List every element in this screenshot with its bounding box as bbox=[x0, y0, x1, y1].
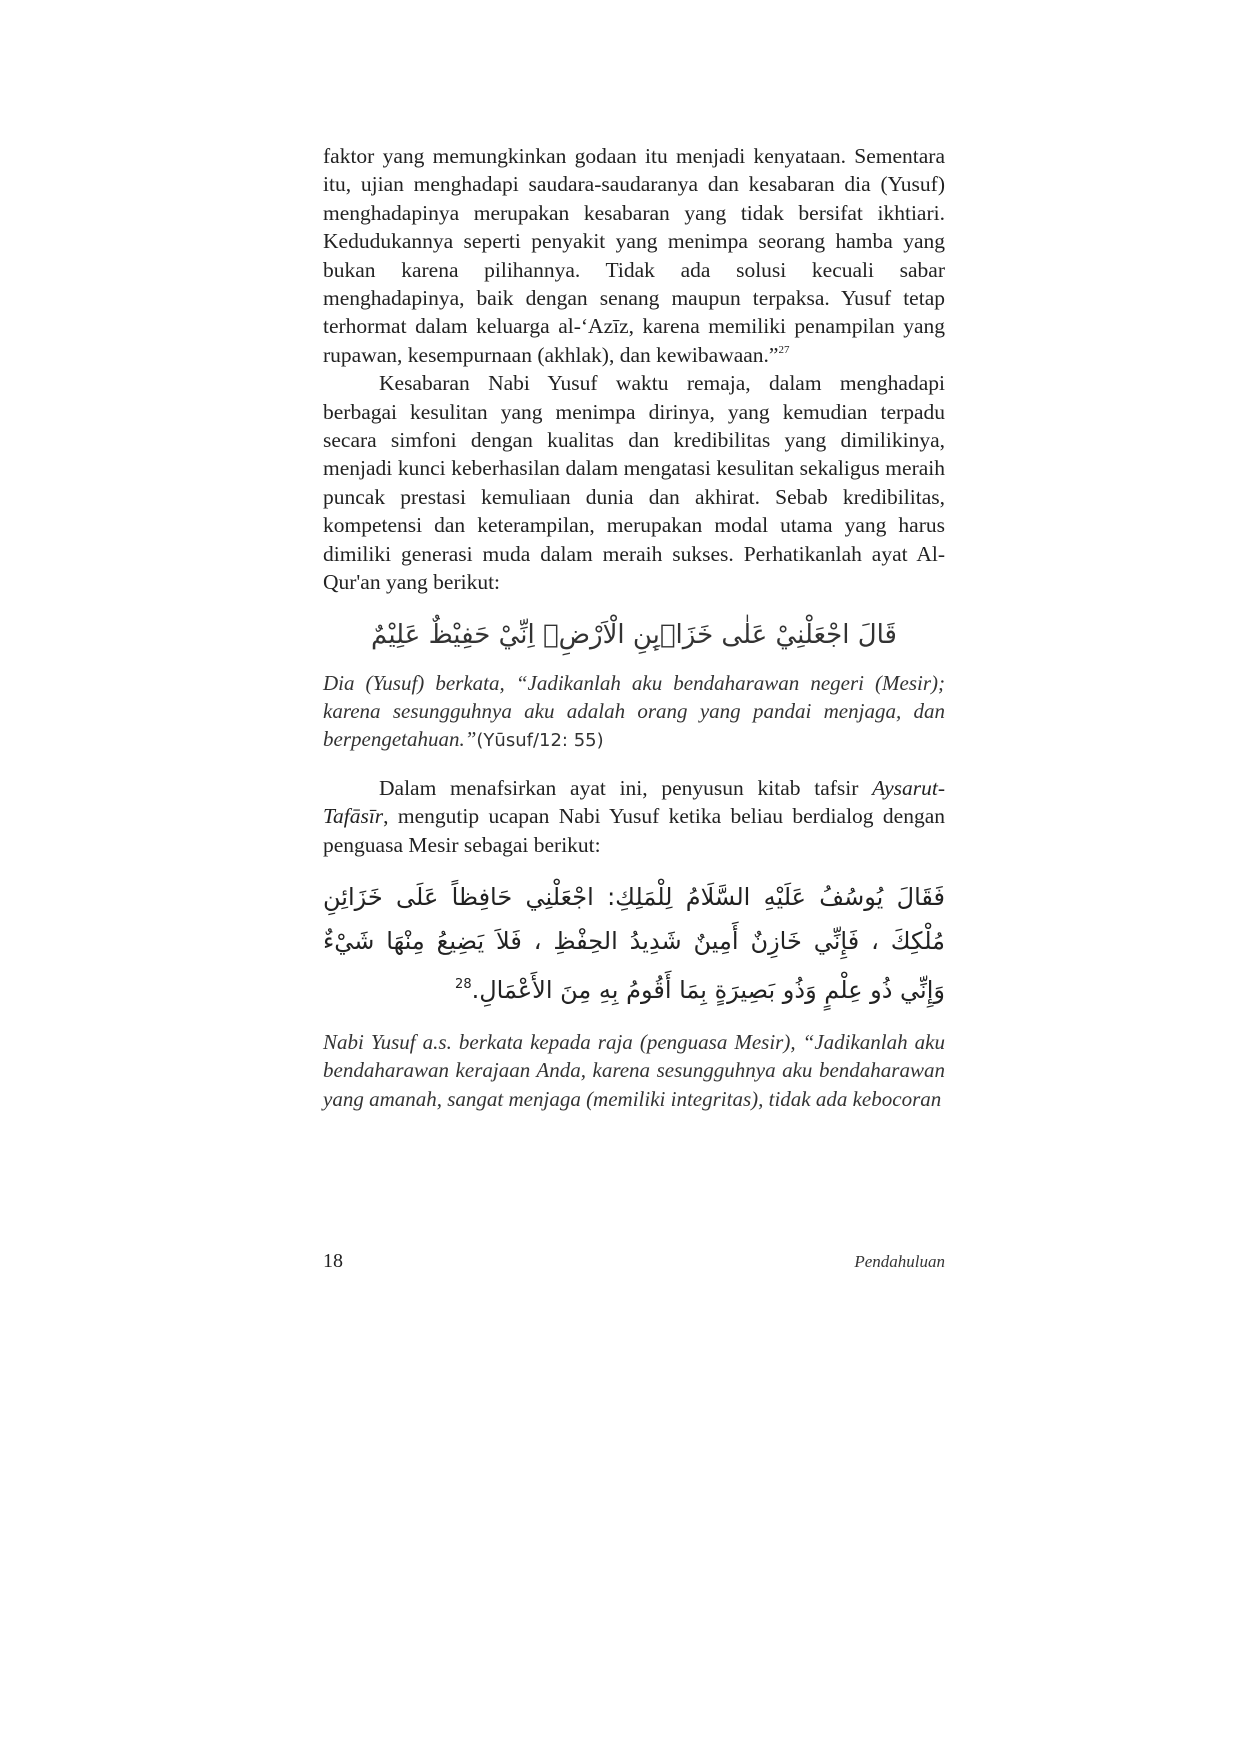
page-number: 18 bbox=[323, 1250, 343, 1272]
footnote-marker-27: 27 bbox=[778, 343, 790, 356]
quote-translation: Nabi Yusuf a.s. berkata kepada raja (penguasa Mesir), “Jadikanlah aku bendaharawan kerajaan Anda, karena sesungguhnya aku bendaharawan yang amanah, sangat menjaga (memiliki integritas), tidak ada kebocoran bbox=[323, 1029, 945, 1111]
running-title: Pendahuluan bbox=[854, 1252, 945, 1271]
paragraph-3 bbox=[323, 774, 945, 859]
footnote-marker-28: 28 bbox=[455, 976, 472, 992]
book-title: Aysarut-Tafāsīr bbox=[323, 775, 945, 829]
paragraph-3-part2: , mengutip ucapan Nabi Yusuf ketika beliau berdialog dengan penguasa Mesir sebagai berikut: bbox=[323, 804, 945, 857]
page-footer bbox=[323, 1250, 945, 1280]
paragraph-1 bbox=[323, 142, 945, 369]
paragraph-3-part1: Dalam menafsirkan ayat ini, penyusun kitab tafsir bbox=[379, 775, 873, 800]
quran-verse: قَالَ اجْعَلْنِيْ عَلٰى خَزَاۤىِٕنِ الْاَرْضِۚ اِنِّيْ حَفِيْظٌ عَلِيْمٌ bbox=[371, 619, 897, 650]
paragraph-1-text: faktor yang memungkinkan godaan itu menjadi kenyataan. Sementara itu, ujian menghadapi saudara-saudaranya dan kesabaran dia (Yusuf) menghadapinya merupakan kesabaran yang tidak bersifat ikhtiari. Kedudukannya seperti penyakit yang menimpa seorang hamba yang bukan karena pilihannya. Tidak ada solusi kecuali sabar menghadapinya, baik dengan senang maupun terpaksa. Yusuf tetap terhormat dalam keluarga al-‘Azīz, karena memiliki penampilan yang rupawan, kesempurnaan (akhlak), dan kewibawaan.” bbox=[323, 144, 945, 367]
paragraph-2: Kesabaran Nabi Yusuf waktu remaja, dalam menghadapi berbagai kesulitan yang menimpa dirinya, yang kemudian terpadu secara simfoni dengan kualitas dan kredibilitas yang dimilikinya, menjadi kunci keberhasilan dalam mengatasi kesulitan sekaligus meraih puncak prestasi kemuliaan dunia dan akhirat. Sebab kredibilitas, kompetensi dan keterampilan, merupakan modal utama yang harus dimiliki generasi muda dalam meraih sukses. Perhatikanlah ayat Al-Qur'an yang berikut: bbox=[323, 371, 945, 595]
verse-translation-text: Dia (Yusuf) berkata, “Jadikanlah aku bendaharawan negeri (Mesir); karena sesungguhnya aku adalah orang yang pandai menjaga, dan berpengetahuan.” bbox=[323, 670, 945, 752]
spacer bbox=[323, 756, 945, 774]
page-body bbox=[323, 142, 945, 1113]
verse-reference: (Yūsuf/12: 55) bbox=[476, 730, 604, 752]
verse-translation bbox=[323, 669, 945, 756]
arabic-quote bbox=[323, 875, 945, 1012]
arabic-quote-text: فَقَالَ يُوسُفُ عَلَيْهِ السَّلَامُ لِلْمَلِكِ: اجْعَلْنِي حَافِظاً عَلَى خَزَائِنِ مُلْكِكَ ، فَإِنِّي خَازِنٌ أَمِينٌ شَدِيدُ الحِفْظِ ، فَلاَ يَضِيعُ مِنْهَا شَيْءٌ وَإِنِّي ذُو عِلْمٍ وَذُو بَصِيرَةٍ بِمَا أَقُومُ بِهِ مِنَ الأَعْمَالِ. bbox=[323, 882, 945, 1004]
